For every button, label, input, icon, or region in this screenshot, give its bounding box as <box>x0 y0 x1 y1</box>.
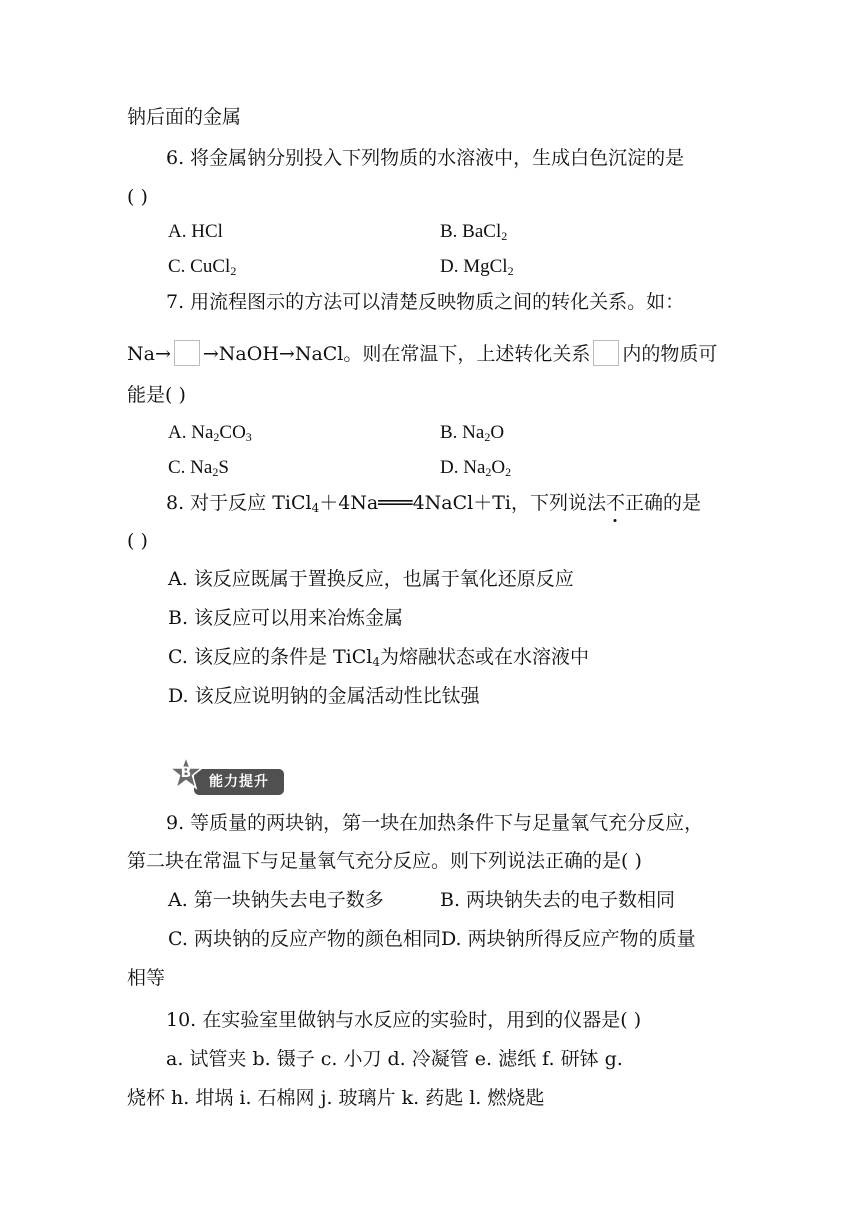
q6-option-c: C. CuCl$_2$ <box>168 256 237 278</box>
q7-flow-line: Na→ →NaOH→NaCl。则在常温下，上述转化关系 内的物质可 <box>127 340 717 367</box>
q8-emphasis-dot: 不 <box>605 492 625 514</box>
q9-tail: 相等 <box>127 967 166 989</box>
q6-stem: 6. 将金属钠分别投入下列物质的水溶液中，生成白色沉淀的是 <box>166 147 685 169</box>
q9-option-b: B. 两块钠失去的电子数相同 <box>440 889 676 911</box>
q7-option-c: C. $Na_2S$ <box>168 457 229 479</box>
section-badge-label: 能力提升 <box>194 769 284 795</box>
q9-option-a: A. 第一块钠失去电子数多 <box>168 889 384 911</box>
q7-line3: 能是( ) <box>127 384 186 406</box>
q10-options-line1: a. 试管夹 b. 镊子 c. 小刀 d. 冷凝管 e. 滤纸 f. 研钵 g. <box>166 1048 623 1070</box>
q7-option-b: B. $Na_2O$ <box>440 422 505 444</box>
q8-option-d: D. 该反应说明钠的金属活动性比钛强 <box>168 685 480 707</box>
q10-stem: 10. 在实验室里做钠与水反应的实验时，用到的仪器是( ) <box>166 1009 642 1031</box>
section-badge <box>168 756 286 796</box>
q7-stem: 7. 用流程图示的方法可以清楚反映物质之间的转化关系。如： <box>166 291 685 313</box>
q9-option-cd: C. 两块钠的反应产物的颜色相同D. 两块钠所得反应产物的质量 <box>168 928 696 950</box>
q7-blank-box <box>174 340 200 366</box>
q8-option-b: B. 该反应可以用来冶炼金属 <box>168 607 404 629</box>
q7-blank-box-2 <box>593 340 619 366</box>
q6-option-d: D. MgCl$_2$ <box>440 256 514 278</box>
q7-option-d: D. $Na_2O_2$ <box>440 457 512 479</box>
q8-answer-paren: ( ) <box>127 530 148 552</box>
intro-tail: 钠后面的金属 <box>127 106 242 128</box>
q6-answer-paren: ( ) <box>127 186 148 208</box>
q7-option-a: A. $Na_2CO_3$ <box>168 422 252 444</box>
q6-option-a: A. HCl <box>168 221 223 242</box>
section-badge-letter: B <box>180 765 192 781</box>
q8-option-c: C. 该反应的条件是 TiCl$_4$为熔融状态或在水溶液中 <box>168 646 589 669</box>
q9-line1: 9. 等质量的两块钠，第一块在加热条件下与足量氧气充分反应， <box>166 812 704 834</box>
q10-options-line2: 烧杯 h. 坩埚 i. 石棉网 j. 玻璃片 k. 药匙 l. 燃烧匙 <box>127 1087 545 1109</box>
q9-line2: 第二块在常温下与足量氧气充分反应。则下列说法正确的是( ) <box>127 850 642 872</box>
q8-option-a: A. 该反应既属于置换反应，也属于氧化还原反应 <box>168 568 574 590</box>
q8-stem: 8. 对于反应 TiCl$_4$＋4Na═══4NaCl＋Ti，下列说法不正确的是 <box>166 492 702 515</box>
q6-option-b: B. BaCl$_2$ <box>440 221 508 243</box>
